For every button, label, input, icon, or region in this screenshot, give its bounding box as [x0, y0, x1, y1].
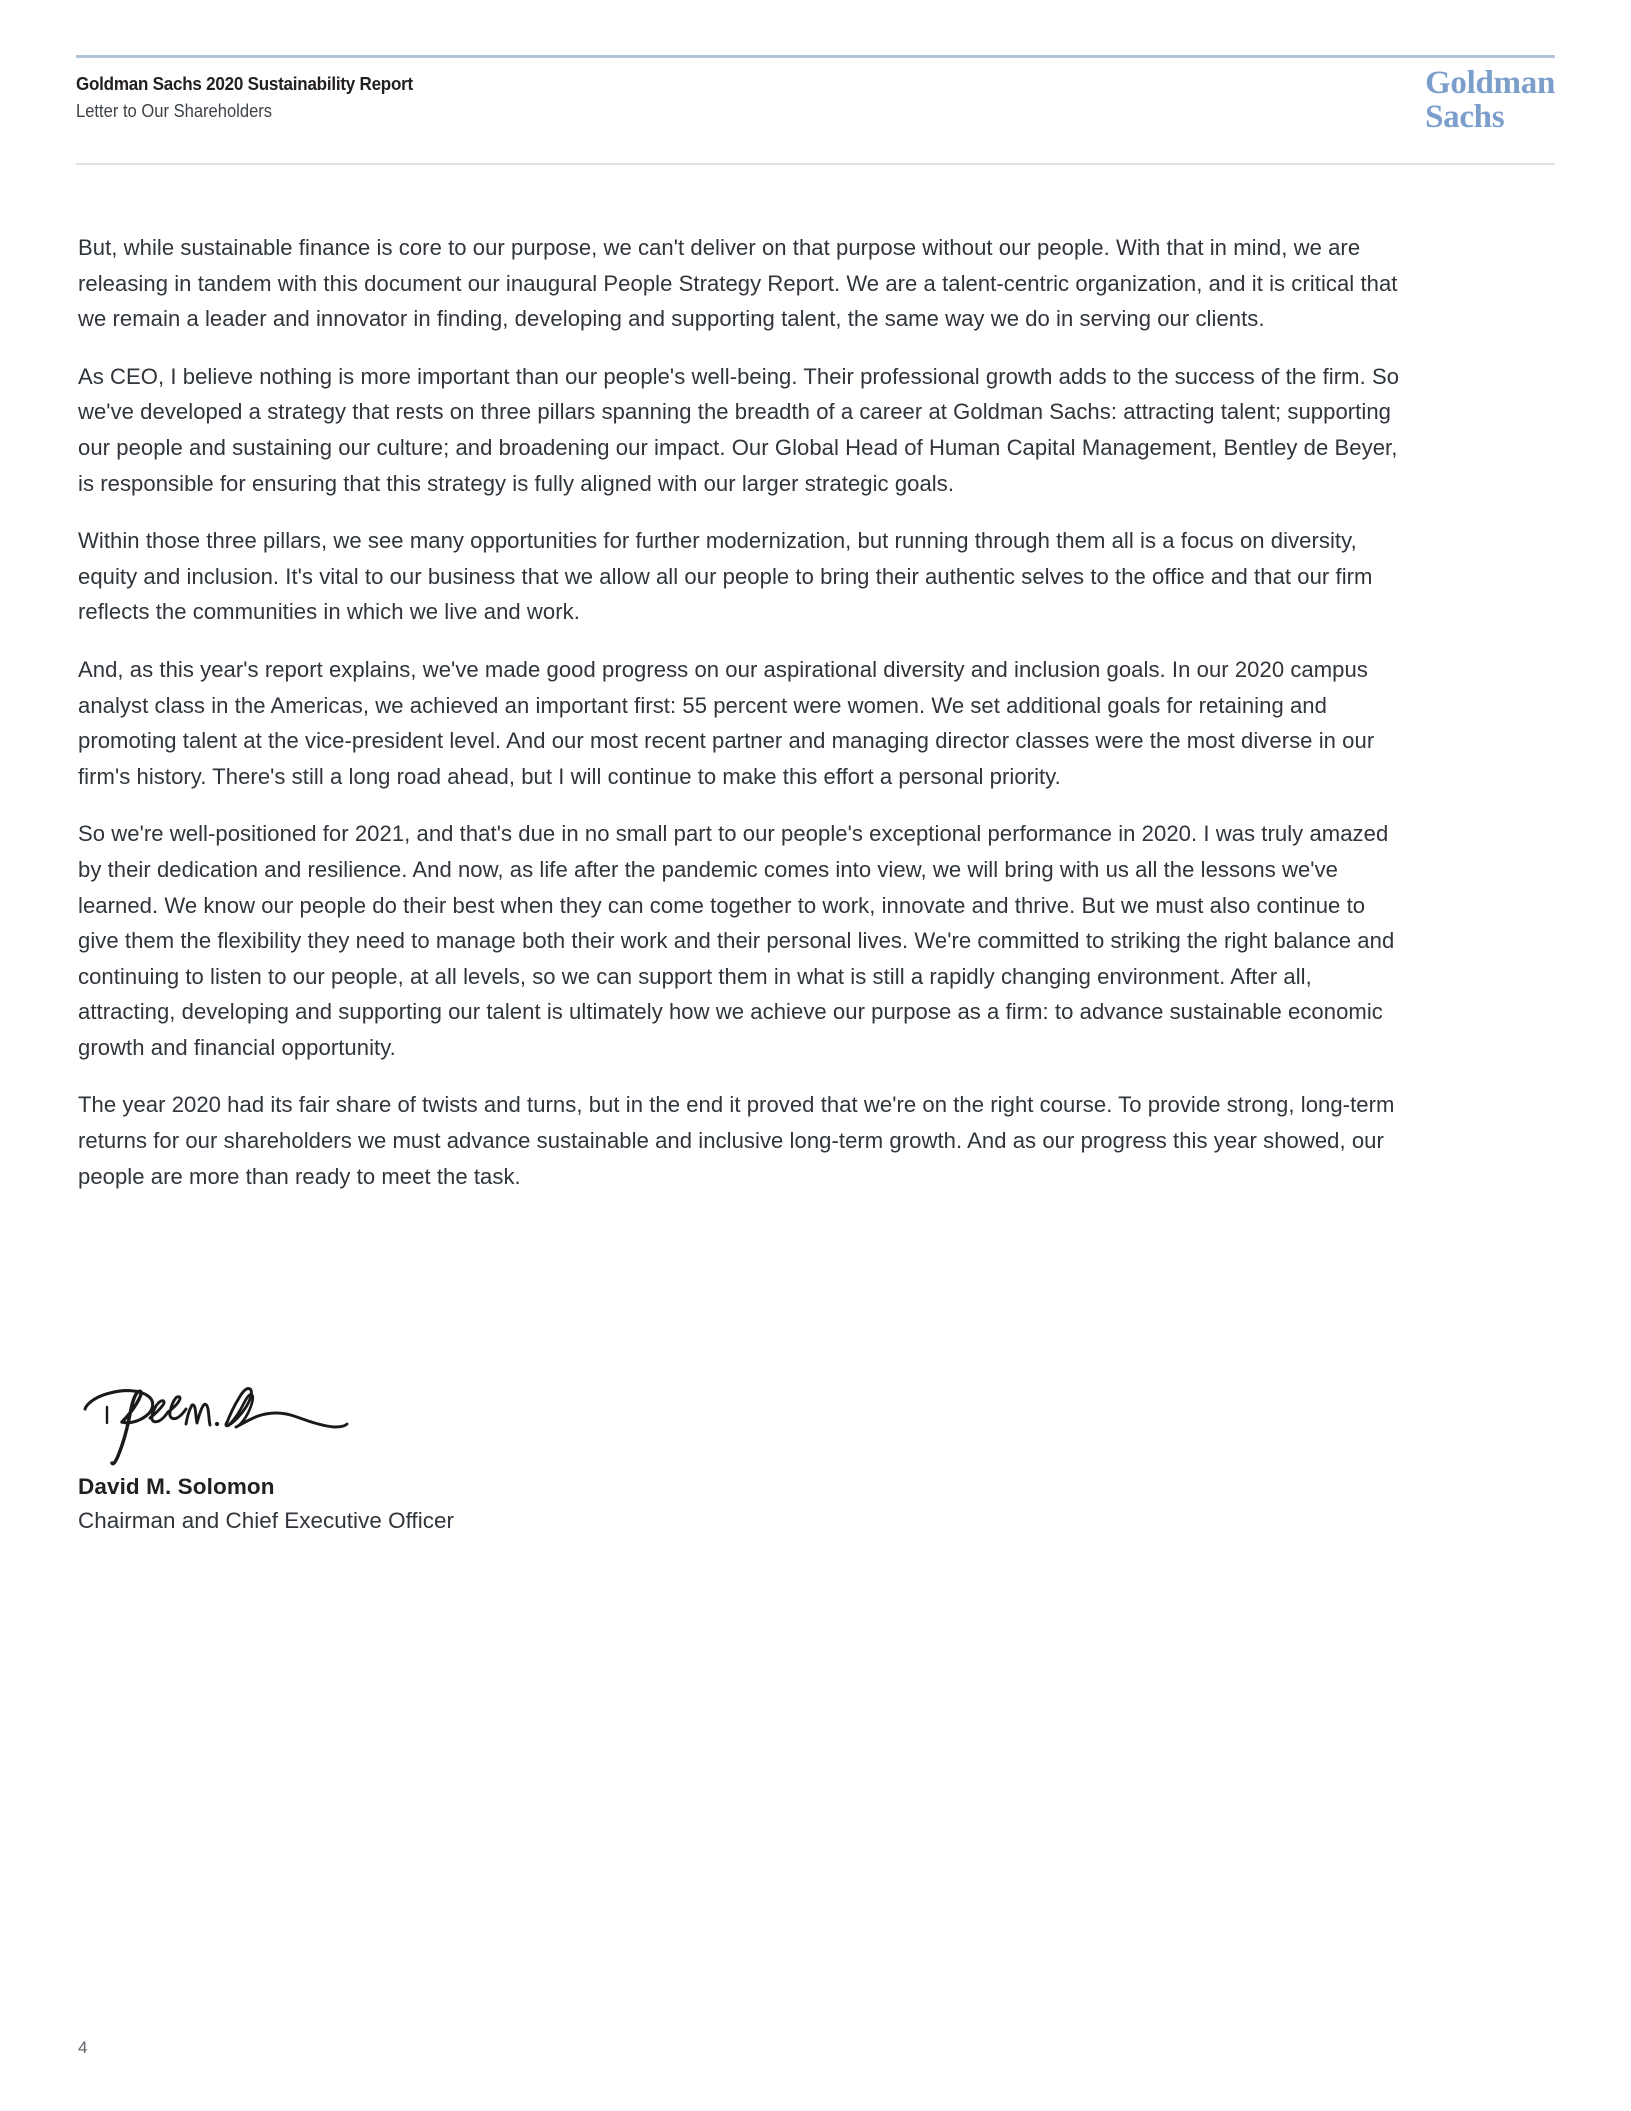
letter-body	[78, 230, 1426, 1194]
paragraph: Within those three pillars, we see many opportunities for further modernization, but running through them all is a focus on diversity, equity and inclusion. It's vital to our business that we allow all our people to bring their authentic selves to the office and that our firm reflects the communities in which we live and work.	[78, 528, 1373, 625]
signature-block	[78, 1378, 778, 1537]
paragraph: But, while sustainable finance is core to our purpose, we can't deliver on that purpose without our people. With that in mind, we are releasing in tandem with this document our inaugural People Strategy Report. We are a talent-centric organization, and it is critical that we remain a leader and innovator in finding, developing and supporting talent, the same way we do in serving our clients.	[78, 235, 1398, 332]
handwritten-signature-icon	[80, 1378, 350, 1466]
paragraph: So we're well-positioned for 2021, and that's due in no small part to our people's exceptional performance in 2020. I was truly amazed by their dedication and resilience. And now, as life after the pandemic comes into view, we will bring with us all the lessons we've learned. We know our people do their best when they can come together to work, innovate and thrive. But we must also continue to give them the flexibility they need to manage both their work and their personal lives. We're committed to striking the right balance and continuing to listen to our people, at all levels, so we can support them in what is still a rapidly changing environment. After all, attracting, developing and supporting our talent is ultimately how we achieve our purpose as a firm: to advance sustainable economic growth and financial opportunity.	[78, 821, 1395, 1060]
header-bottom-rule	[76, 163, 1555, 165]
page-footer	[78, 2038, 87, 2058]
header-title-group	[76, 70, 442, 124]
paragraph: The year 2020 had its fair share of twists and turns, but in the end it proved that we're on the right course. To provide strong, long-term returns for our shareholders we must advance sustainable and inclusive long-term growth. And as our progress this year showed, our people are more than ready to meet the task.	[78, 1092, 1395, 1189]
document-title: Goldman Sachs 2020 Sustainability Report	[76, 73, 413, 94]
logo-line-goldman: Goldman	[1425, 65, 1555, 101]
page-number: 4	[78, 2038, 88, 2057]
signer-title: Chairman and Chief Executive Officer	[78, 1508, 454, 1534]
page-header	[76, 55, 1555, 134]
header-content	[76, 58, 1555, 134]
signer-name: David M. Solomon	[78, 1474, 275, 1499]
document-subtitle: Letter to Our Shareholders	[76, 100, 273, 121]
goldman-sachs-logo	[1425, 66, 1555, 134]
paragraph: And, as this year's report explains, we've made good progress on our aspirational diversity and inclusion goals. In our 2020 campus analyst class in the Americas, we achieved an important first: 55 percent were women. We set additional goals for retaining and promoting talent at the vice-president level. And our most recent partner and managing director classes were the most diverse in our firm's history. There's still a long road ahead, but I will continue to make this effort a personal priority.	[78, 656, 1375, 789]
paragraph: As CEO, I believe nothing is more important than our people's well-being. Their professional growth adds to the success of the firm. So we've developed a strategy that rests on three pillars spanning the breadth of a career at Goldman Sachs: attracting talent; supporting our people and sustaining our culture; and broadening our impact. Our Global Head of Human Capital Management, Bentley de Beyer, is responsible for ensuring that this strategy is fully aligned with our larger strategic goals.	[78, 363, 1400, 496]
logo-line-sachs: Sachs	[1425, 98, 1505, 135]
